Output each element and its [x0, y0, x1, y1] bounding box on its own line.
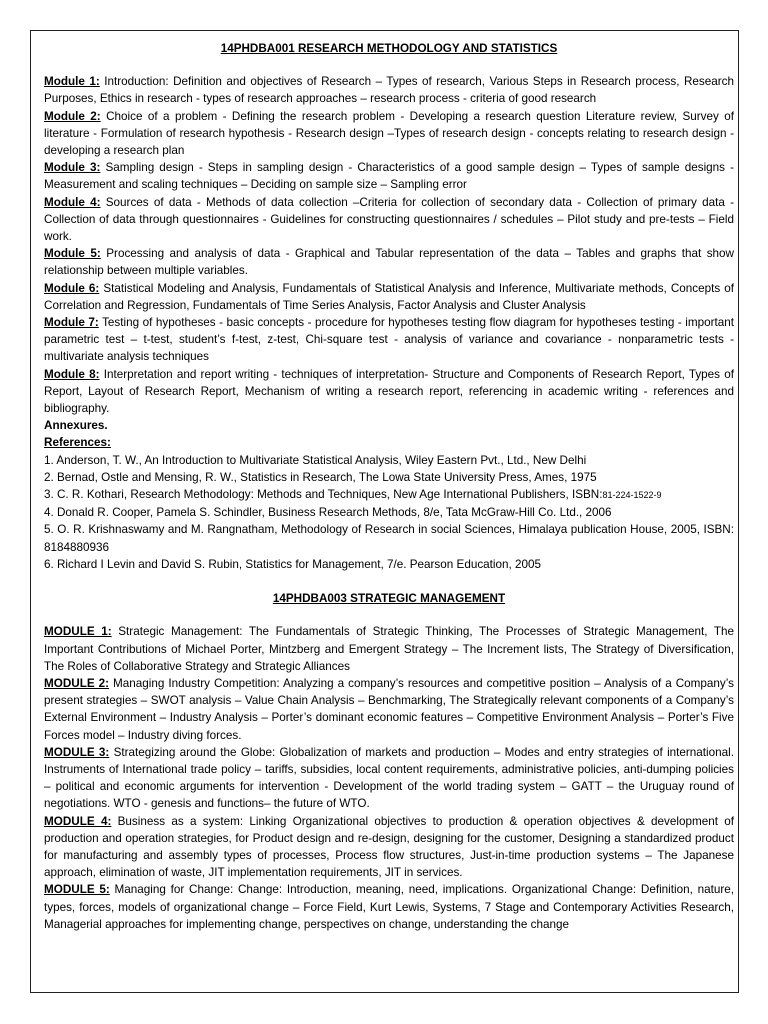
reference-text: 3. C. R. Kothari, Research Methodology: Methods and Techniques, New Age International Publishers, ISBN:	[44, 488, 603, 502]
module-label: Module 1:	[44, 75, 100, 89]
module-text: Sampling design - Steps in sampling design - Characteristics of a good sample design – Types of sample designs - Measurement and scaling techniques – Deciding on sample size – Sampling error	[44, 161, 735, 192]
module-5	[44, 245, 734, 279]
reference-item: 4. Donald R. Cooper, Pamela S. Schindler, Business Research Methods, 8/e, Tata McGraw-Hill Co. Ltd., 2006	[44, 506, 612, 520]
document-content	[44, 40, 734, 933]
module-label: Module 5:	[44, 247, 101, 261]
annexures-label: Annexures.	[44, 419, 108, 433]
module-text: Strategizing around the Globe: Globalization of markets and production – Modes and entry strategies of international. Instruments of International trade policy – tariffs, subsidies, local content requirements, administrative policies, anti-dumping policies – political and economic arguments for intervention - Development of the world trading system – GATT – the Uruguay round of negotiations. WTO - genesis and functions– the future of WTO.	[44, 745, 734, 811]
module-5	[44, 881, 734, 933]
module-text: Testing of hypotheses - basic concepts - procedure for hypotheses testing flow diagram for hypotheses testing - important parametric test – t-test, student’s f-test, z-test, Chi-square test - analysis of variance and covariance - nonparametric tests - multivariate analysis techniques	[44, 316, 734, 364]
module-label: MODULE 4:	[44, 814, 112, 828]
module-text: Statistical Modeling and Analysis, Fundamentals of Statistical Analysis and Inference, Multivariate methods, Concepts of Correlation and Regression, Fundamentals of Time Series Analysis, Factor Analysis and Cluster Analysis	[44, 281, 734, 312]
module-text: Strategic Management: The Fundamentals of Strategic Thinking, The Processes of Strategic Management, The Important Contributions of Michael Porter, Mintzberg and Emergent Strategy – The Increment lists, The Strategy of Diversification, The Roles of Collaborative Strategy and Strategic Alliances	[44, 625, 734, 673]
section1-modules	[44, 73, 734, 417]
module-label: Module 8:	[44, 367, 100, 381]
module-label: Module 2:	[44, 109, 101, 123]
module-label: MODULE 1:	[44, 625, 112, 639]
module-text: Introduction: Definition and objectives of Research – Types of research, Various Steps in Research process, Research Purposes, Ethics in research - types of research approaches – research process - criteria of good research	[44, 75, 734, 106]
module-6	[44, 280, 734, 314]
reference-isbn: 81-224-1522-9	[602, 490, 662, 501]
module-2	[44, 108, 734, 160]
references-heading: References:	[44, 436, 111, 450]
module-4	[44, 813, 734, 882]
section2-modules	[44, 623, 734, 933]
module-text: Processing and analysis of data - Graphical and Tabular representation of the data – Tables and graphs that show relationship between multiple variables.	[44, 247, 734, 278]
module-label: Module 3:	[44, 161, 101, 175]
module-text: Business as a system: Linking Organizational objectives to production & operation objectives & development of production and operation strategies, for Product design and re-design, designing for the customer, Designing a standardized product for manufacturing and assembly types of processes, Process flow structures, Just-in-time production systems – The Japanese approach, elimination of waste, JIT implementation requirements, JIT in services.	[44, 814, 735, 880]
module-text: Managing Industry Competition: Analyzing a company’s resources and competitive position – Analysis of a Company’s present strategies – SWOT analysis – Value Chain Analysis – Benchmarking, The Strategically relevant components of a Company’s External Environment – Industry Analysis – Porter’s dominant economic features – Competitive Environment Analysis – Porter’s Five Forces model – Industry diving forces.	[44, 676, 734, 742]
module-8	[44, 366, 734, 418]
module-7	[44, 314, 734, 366]
references-list	[44, 452, 734, 573]
module-label: MODULE 2:	[44, 676, 110, 690]
module-label: Module 4:	[44, 195, 101, 209]
module-label: MODULE 3:	[44, 745, 110, 759]
section2-title: 14PHDBA003 STRATEGIC MANAGEMENT	[272, 592, 506, 606]
module-label: Module 7:	[44, 316, 99, 330]
module-1	[44, 623, 734, 675]
reference-item: 5. O. R. Krishnaswamy and M. Rangnatham, Methodology of Research in social Sciences, Himalaya publication House, 2005, ISBN: 8184880936	[44, 523, 734, 554]
module-label: MODULE 5:	[44, 883, 110, 897]
reference-item	[44, 486, 734, 504]
module-label: Module 6:	[44, 281, 100, 295]
module-1	[44, 73, 734, 107]
section1-title: 14PHDBA001 RESEARCH METHODOLOGY AND STATISTICS	[220, 42, 558, 55]
module-text: Interpretation and report writing - techniques of interpretation- Structure and Components of Research Report, Types of Report, Layout of Research Report, Mechanism of writing a research report, referencing in academic writing - references and bibliography.	[44, 367, 734, 416]
module-3	[44, 159, 734, 193]
module-4	[44, 194, 734, 246]
reference-item: 6. Richard I Levin and David S. Rubin, Statistics for Management, 7/e. Pearson Education, 2005	[44, 557, 541, 571]
module-text: Managing for Change: Change: Introduction, meaning, need, implications. Organizational Change: Definition, nature, types, forces, models of organizational change – Force Field, Kurt Lewis, Systems, 7 Stage and Contemporary Activities Research, Managerial approaches for implementing change, perspectives on change, understanding the change	[44, 883, 735, 931]
module-text: Sources of data - Methods of data collection –Criteria for collection of secondary data - Collection of primary data - Collection of data through questionnaires - Guidelines for constructing questionnaires / schedules – Pilot study and pre-tests – Field work.	[44, 195, 734, 244]
module-3	[44, 744, 734, 813]
module-text: Choice of a problem - Defining the research problem - Developing a research question Literature review, Survey of literature - Formulation of research hypothesis - Research design –Types of research design - concepts relating to research design - developing a research plan	[44, 109, 734, 158]
module-2	[44, 675, 734, 744]
reference-item: 2. Bernad, Ostle and Mensing, R. W., Statistics in Research, The Lowa State University Press, Ames, 1975	[44, 470, 597, 484]
reference-item: 1. Anderson, T. W., An Introduction to Multivariate Statistical Analysis, Wiley Eastern Pvt., Ltd., New Delhi	[44, 453, 587, 467]
